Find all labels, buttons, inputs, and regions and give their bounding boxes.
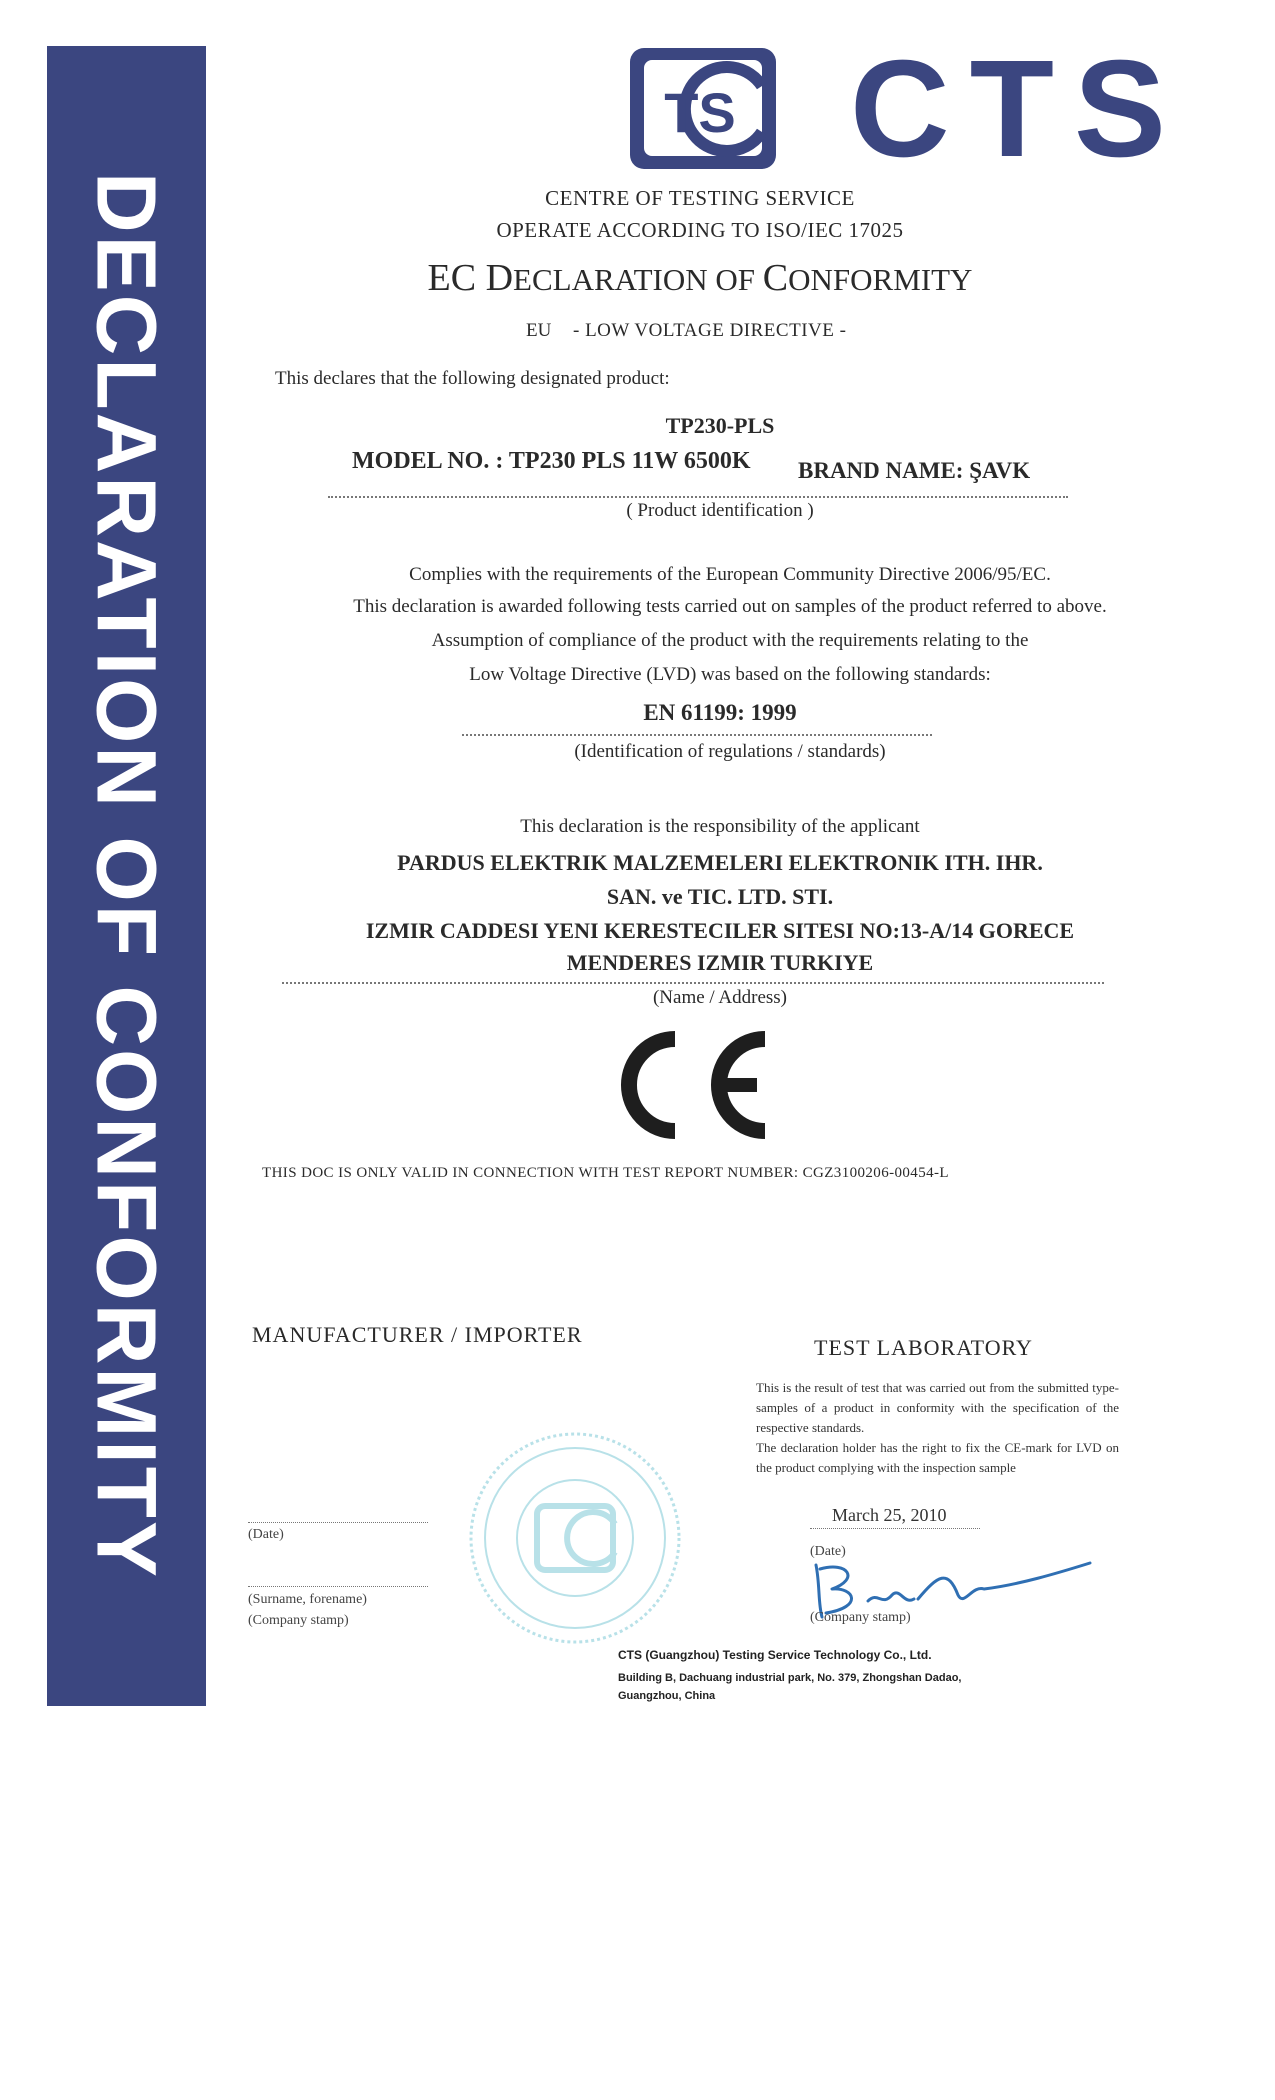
applicant-address-line-1: IZMIR CADDESI YENI KERESTECILER SITESI NO:13-A/14 GORECE [365, 918, 1075, 943]
cts-logo-icon [628, 46, 778, 171]
header-centre-line: CENTRE OF TESTING SERVICE [545, 186, 855, 210]
validity-note: THIS DOC IS ONLY VALID IN CONNECTION WITH TEST REPORT NUMBER: CGZ3100206-00454-L [262, 1165, 949, 1181]
page-title: EC DECLARATION OF CONFORMITY [427, 257, 973, 299]
lab-date-line [810, 1528, 980, 1529]
side-banner [47, 46, 206, 1706]
manufacturer-date-line [248, 1522, 428, 1523]
applicant-name-line-2: SAN. ve TIC. LTD. STI. [606, 884, 834, 909]
lab-date: March 25, 2010 [832, 1505, 947, 1525]
applicant-address-line-2: MENDERES IZMIR TURKIYE [566, 950, 874, 975]
lab-date-label: (Date) [810, 1544, 846, 1559]
manufacturer-stamp-label: (Company stamp) [248, 1613, 349, 1628]
product-caption: ( Product identification ) [626, 500, 814, 521]
applicant-caption: (Name / Address) [652, 987, 788, 1008]
lab-statement [756, 1378, 1119, 1478]
header-iso-line: OPERATE ACCORDING TO ISO/IEC 17025 [496, 218, 904, 242]
directive-prefix: EU [526, 320, 552, 341]
standard-number: EN 61199: 1999 [643, 700, 797, 725]
manufacturer-name-line [248, 1586, 428, 1587]
lab-statement-1: This is the result of test that was carried out from the submitted type-samples of a product in conformity with the specification of the respective standards. [756, 1380, 1119, 1435]
side-banner-text: DECLARATION OF CONFORMITY [79, 171, 174, 1581]
svg-text:TS: TS [664, 81, 736, 144]
standard-divider [462, 734, 932, 736]
manufacturer-name-label: (Surname, forename) [248, 1592, 367, 1607]
lab-company-address-2: Guangzhou, China [618, 1690, 716, 1702]
standard-caption: (Identification of regulations / standards) [574, 741, 886, 762]
lab-heading: TEST LABORATORY [814, 1335, 1033, 1360]
product-name: TP230-PLS [665, 413, 775, 438]
manufacturer-heading: MANUFACTURER / IMPORTER [252, 1322, 583, 1347]
applicant-divider [282, 982, 1104, 984]
product-divider [328, 496, 1068, 498]
model-number: MODEL NO. : TP230 PLS 11W 6500K [352, 448, 751, 474]
cts-wordmark: CTS [850, 32, 1186, 186]
compliance-line-2: This declaration is awarded following tests carried out on samples of the product referred to above. [353, 596, 1107, 617]
lab-statement-2: The declaration holder has the right to fix the CE-mark for LVD on the product complying with the inspection sample [756, 1440, 1119, 1475]
compliance-line-3: Assumption of compliance of the product with the requirements relating to the [431, 630, 1029, 651]
applicant-intro: This declaration is the responsibility of the applicant [520, 816, 920, 837]
manufacturer-date-label: (Date) [248, 1527, 284, 1542]
lab-company-name: CTS (Guangzhou) Testing Service Technology Co., Ltd. [618, 1648, 932, 1662]
applicant-name-line-1: PARDUS ELEKTRIK MALZEMELERI ELEKTRONIK ITH. IHR. [397, 850, 1043, 875]
brand-name: BRAND NAME: ŞAVK [798, 458, 1031, 483]
company-stamp-icon [465, 1428, 685, 1648]
lab-company-address-1: Building B, Dachuang industrial park, No. 379, Zhongshan Dadao, [618, 1672, 962, 1684]
compliance-line-4: Low Voltage Directive (LVD) was based on the following standards: [469, 664, 991, 685]
directive-name: - LOW VOLTAGE DIRECTIVE - [573, 320, 847, 341]
lab-stamp-label: (Company stamp) [810, 1610, 911, 1625]
product-intro: This declares that the following designated product: [275, 368, 670, 389]
ce-mark-icon [605, 1025, 775, 1145]
compliance-line-1: Complies with the requirements of the European Community Directive 2006/95/EC. [409, 564, 1051, 585]
